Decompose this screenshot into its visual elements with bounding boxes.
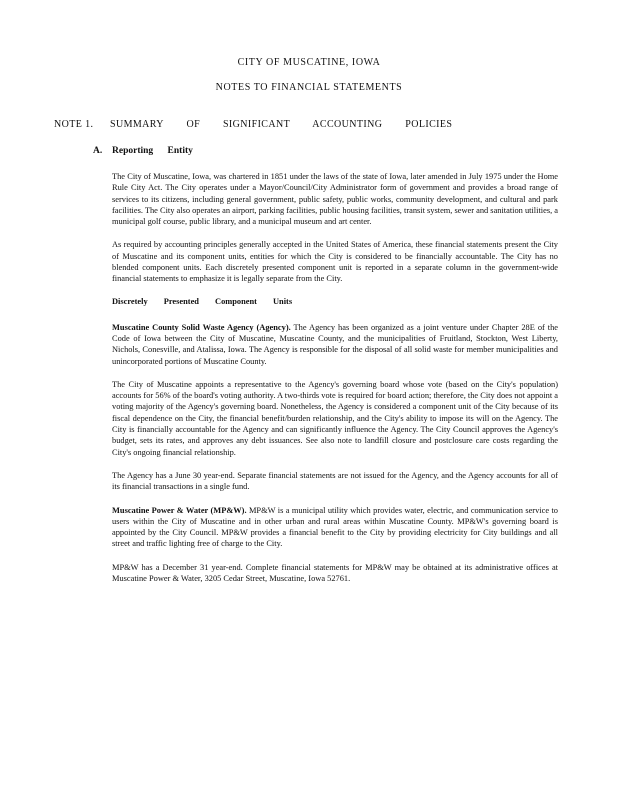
- solid-waste-agency-text: The Agency has been organized as a joint venture under Chapter 28E of the Code of Iowa between the City of Muscatine, Muscatine County, and the municipalities of Fruitland, Stockton, West Liberty, Nichols, Conesville, and Atalissa, Iowa. The Agency is responsible for the disposal of all solid waste for member municipalities and unincorporated portions of Muscatine County.: [112, 322, 558, 366]
- paragraph-power-water: [112, 505, 558, 550]
- paragraph-agency-governance: The City of Muscatine appoints a representative to the Agency's governing board whose vote (based on the City's population) accounts for 56% of the board's voting authority. A two-thirds vote is required for board action; therefore, the City does not appoint a voting majority of the Agency's governing board. Nonetheless, the Agency is considered a component unit of the City because of its fiscal dependence on the City, the financial benefit/burden relationship, and the City's ability to impose its will on the Agency. The City is financially accountable for the Agency and can significantly influence the Agency. The City Council approves the Agency's budget, sets its rates, and approves any debt issuances. See also note to landfill closure and postclosure care costs regarding the City's ongoing financial relationship.: [112, 379, 558, 457]
- paragraph-reporting-entity: The City of Muscatine, Iowa, was chartered in 1851 under the laws of the state of Iowa, later amended in July 1975 under the Home Rule City Act. The City operates under a Mayor/Council/City Administrator form of government and provides a broad range of services to its citizens, including general government, public safety, public works, community development, and cultural and park facilities. The City also operates an airport, parking facilities, public housing facilities, transit system, sewer and sanitation utilities, a municipal golf course, public library, and a municipal museum and art center.: [112, 172, 558, 227]
- section-heading: [93, 146, 193, 156]
- discrete-units-heading: Discretely Presented Component Units: [112, 296, 293, 306]
- note-number: NOTE 1.: [54, 119, 94, 130]
- section-title: Reporting Entity: [112, 146, 193, 156]
- note-heading: [54, 119, 452, 130]
- paragraph-solid-waste-agency: [112, 322, 558, 367]
- document-title: CITY OF MUSCATINE, IOWA: [237, 57, 381, 68]
- power-water-label: Muscatine Power & Water (MP&W).: [112, 505, 247, 515]
- paragraph-mpw-year-end: MP&W has a December 31 year-end. Complete financial statements for MP&W may be obtained at its administrative offices at Muscatine Power & Water, 3205 Cedar Street, Muscatine, Iowa 52761.: [112, 562, 558, 584]
- paragraph-agency-year-end: The Agency has a June 30 year-end. Separate financial statements are not issued for the Agency, and the Agency accounts for all of its financial transactions in a single fund.: [112, 470, 558, 492]
- section-letter: A.: [93, 146, 103, 156]
- document-body: [112, 171, 558, 596]
- solid-waste-agency-label: Muscatine County Solid Waste Agency (Agency).: [112, 322, 291, 332]
- document-subtitle: NOTES TO FINANCIAL STATEMENTS: [215, 82, 403, 93]
- paragraph-component-units: As required by accounting principles generally accepted in the United States of America, these financial statements present the City of Muscatine and its component units, entities for which the City is considered to be financially accountable. The City has no blended component units. Each discretely presented component unit is reported in a separate column in the government-wide financial statements to emphasize it is legally separate from the City.: [112, 240, 558, 284]
- power-water-text: MP&W is a municipal utility which provides water, electric, and communication service to users within the City of Muscatine and in other urban and rural areas within Muscatine County. MP&W's governing board is appointed by the City Council. MP&W provides a financial benefit to the City by providing electricity for City buildings and all street and traffic lighting free of charge to the City.: [112, 505, 558, 549]
- note-title: SUMMARY OF SIGNIFICANT ACCOUNTING POLICIES: [110, 119, 453, 130]
